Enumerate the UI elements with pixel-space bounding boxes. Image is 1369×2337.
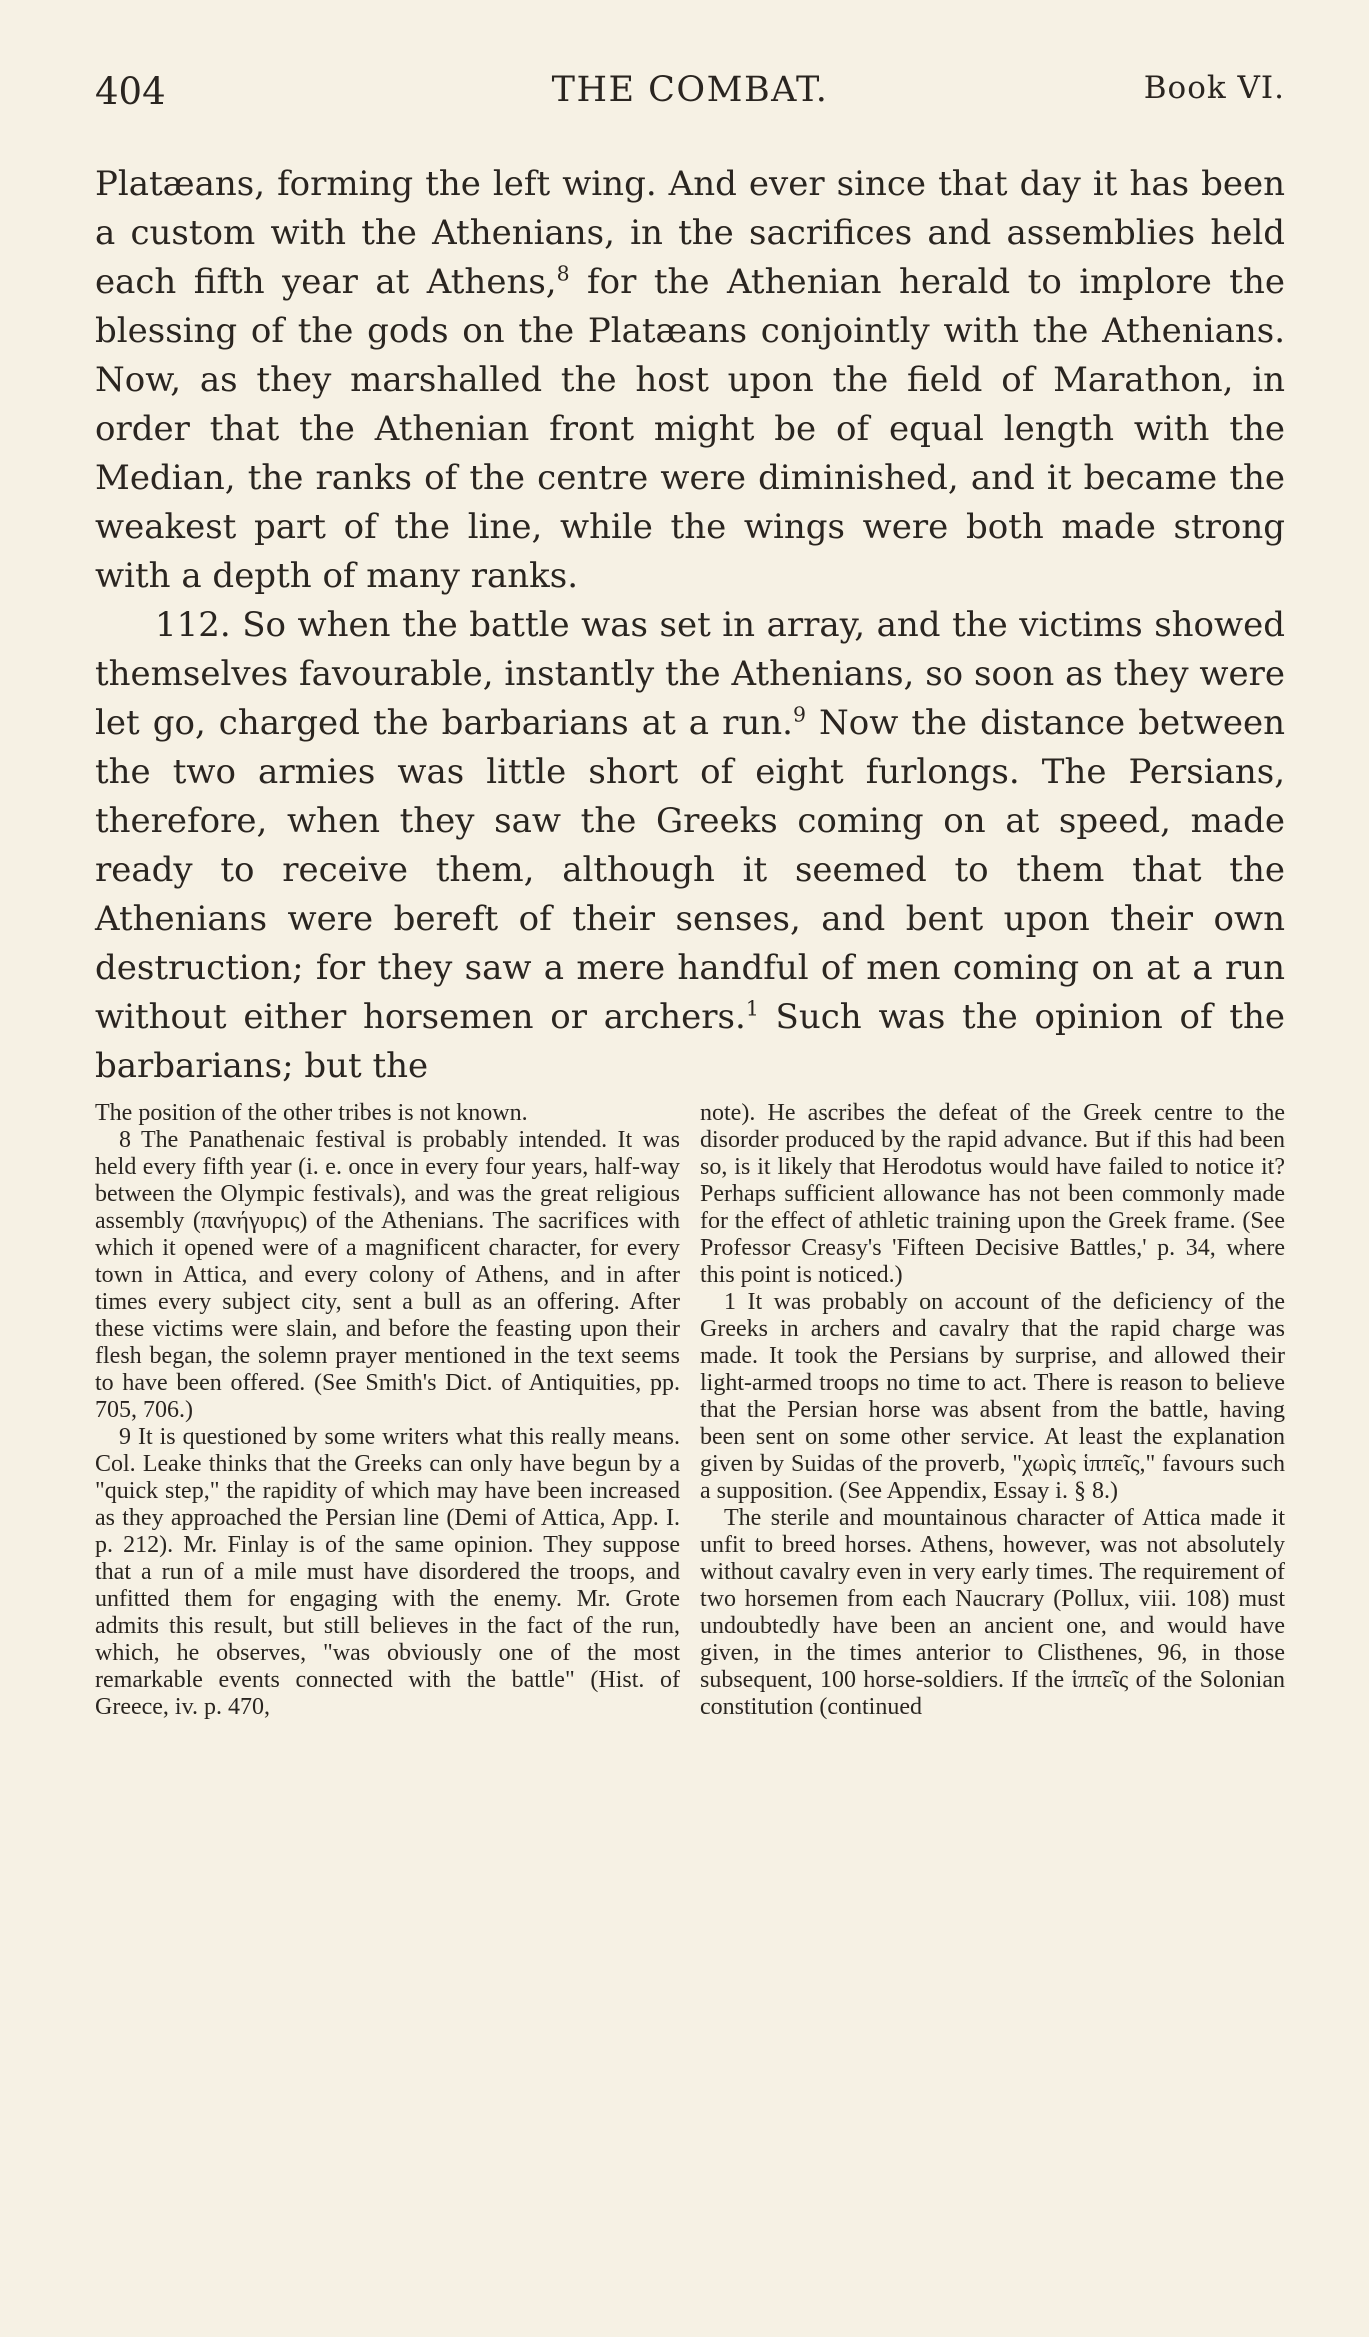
footnote: The sterile and mountainous character of Attica made it unfit to breed horses. Athens, however, was not absolutely without cavalry even in very early times. The requirement of two horsemen from each Naucrary (Pollux, viii. 108) must undoubtedly have been an ancient one, and would have given, in the times anterior to Clisthenes, 96, in those subsequent, 100 horse-soldiers. If the ἱππεῖς of the Solonian constitution (continued	[700, 1505, 1285, 1720]
footnotes-right-column	[700, 1100, 1285, 2250]
footnote-ref: 1	[745, 996, 759, 1021]
footnote: The position of the other tribes is not known.	[95, 1100, 528, 1126]
footnote-continued: note). He ascribes the defeat of the Greek centre to the disorder produced by the rapid advance. But if this had been so, is it likely that Herodotus would have failed to notice it? Perhaps sufficient allowance has not been commonly made for the effect of athletic training upon the Greek frame. (See Professor Creasy's 'Fifteen Decisive Battles,' p. 34, where this point is noticed.)	[700, 1100, 1285, 1288]
paragraph-1: Platæans, forming the left wing. And ever since that day it has been a custom with the Athenians, in the sacrifices and assemblies held each fifth year at Athens,$^8$ for the Athenian herald to implore the blessing of the gods on the Platæans conjointly with the Athenians. Now, as they marshalled the host upon the field of Marathon, in order that the Athenian front might be of equal length with the Median, the ranks of the centre were diminished, and it became the weakest part of the line, while the wings were both made strong with a depth of many ranks.	[95, 164, 1285, 596]
running-title: THE COMBAT.	[551, 70, 829, 110]
main-text	[95, 160, 1285, 1091]
footnotes	[95, 1100, 1285, 2250]
book-label: Book VI.	[1143, 70, 1285, 106]
page-number: 404	[95, 70, 166, 113]
footnote-8: 8 The Panathenaic festival is probably intended. It was held every fifth year (i. e. once in every four years, half-way between the Olympic festivals), and was the great religious assembly (πανήγυρις) of the Athenians. The sacrifices with which it opened were of a magnificent character, for every town in Attica, and every colony of Athens, and in after times every subject city, sent a bull as an offering. After these victims were slain, and before the feasting upon their flesh began, the solemn prayer mentioned in the text seems to have been offered. (See Smith's Dict. of Antiquities, pp. 705, 706.)	[95, 1127, 680, 1423]
footnote-9: 9 It is questioned by some writers what this really means. Col. Leake thinks that the Greeks can only have begun by a "quick step," the rapidity of which may have been increased as they approached the Persian line (Demi of Attica, App. I. p. 212). Mr. Finlay is of the same opinion. They suppose that a run of a mile must have disordered the troops, and unfitted them for engaging with the enemy. Mr. Grote admits this result, but still believes in the fact of the run, which, he observes, "was obviously one of the most remarkable events connected with the battle" (Hist. of Greece, iv. p. 470,	[95, 1424, 680, 1720]
footnote-1: 1 It was probably on account of the deficiency of the Greeks in archers and cavalry that the rapid charge was made. It took the Persians by surprise, and allowed their light-armed troops no time to act. There is reason to believe that the Persian horse was absent from the battle, having been sent on some other service. At least the explanation given by Suidas of the proverb, "χωρὶς ἱππεῖς," favours such a supposition. (See Appendix, Essay i. § 8.)	[700, 1289, 1285, 1504]
footnote-ref: 9	[792, 702, 806, 727]
page-header	[95, 70, 1285, 120]
paragraph-112: 112. So when the battle was set in array, and the victims showed themselves favourable, instantly the Athenians, so soon as they were let go, charged the barbarians at a run.$^9$ Now the distance between the two armies was little short of eight furlongs. The Persians, therefore, when they saw the Greeks coming on at speed, made ready to receive them, although it seemed to them that the Athenians were bereft of their senses, and bent upon their own destruction; for they saw a mere handful of men coming on at a run without either horsemen or archers.$^1$ Such was the opinion of the barbarians; but the	[95, 605, 1285, 1086]
footnotes-left-column	[95, 1100, 680, 2250]
footnote-ref: 8	[556, 261, 570, 286]
